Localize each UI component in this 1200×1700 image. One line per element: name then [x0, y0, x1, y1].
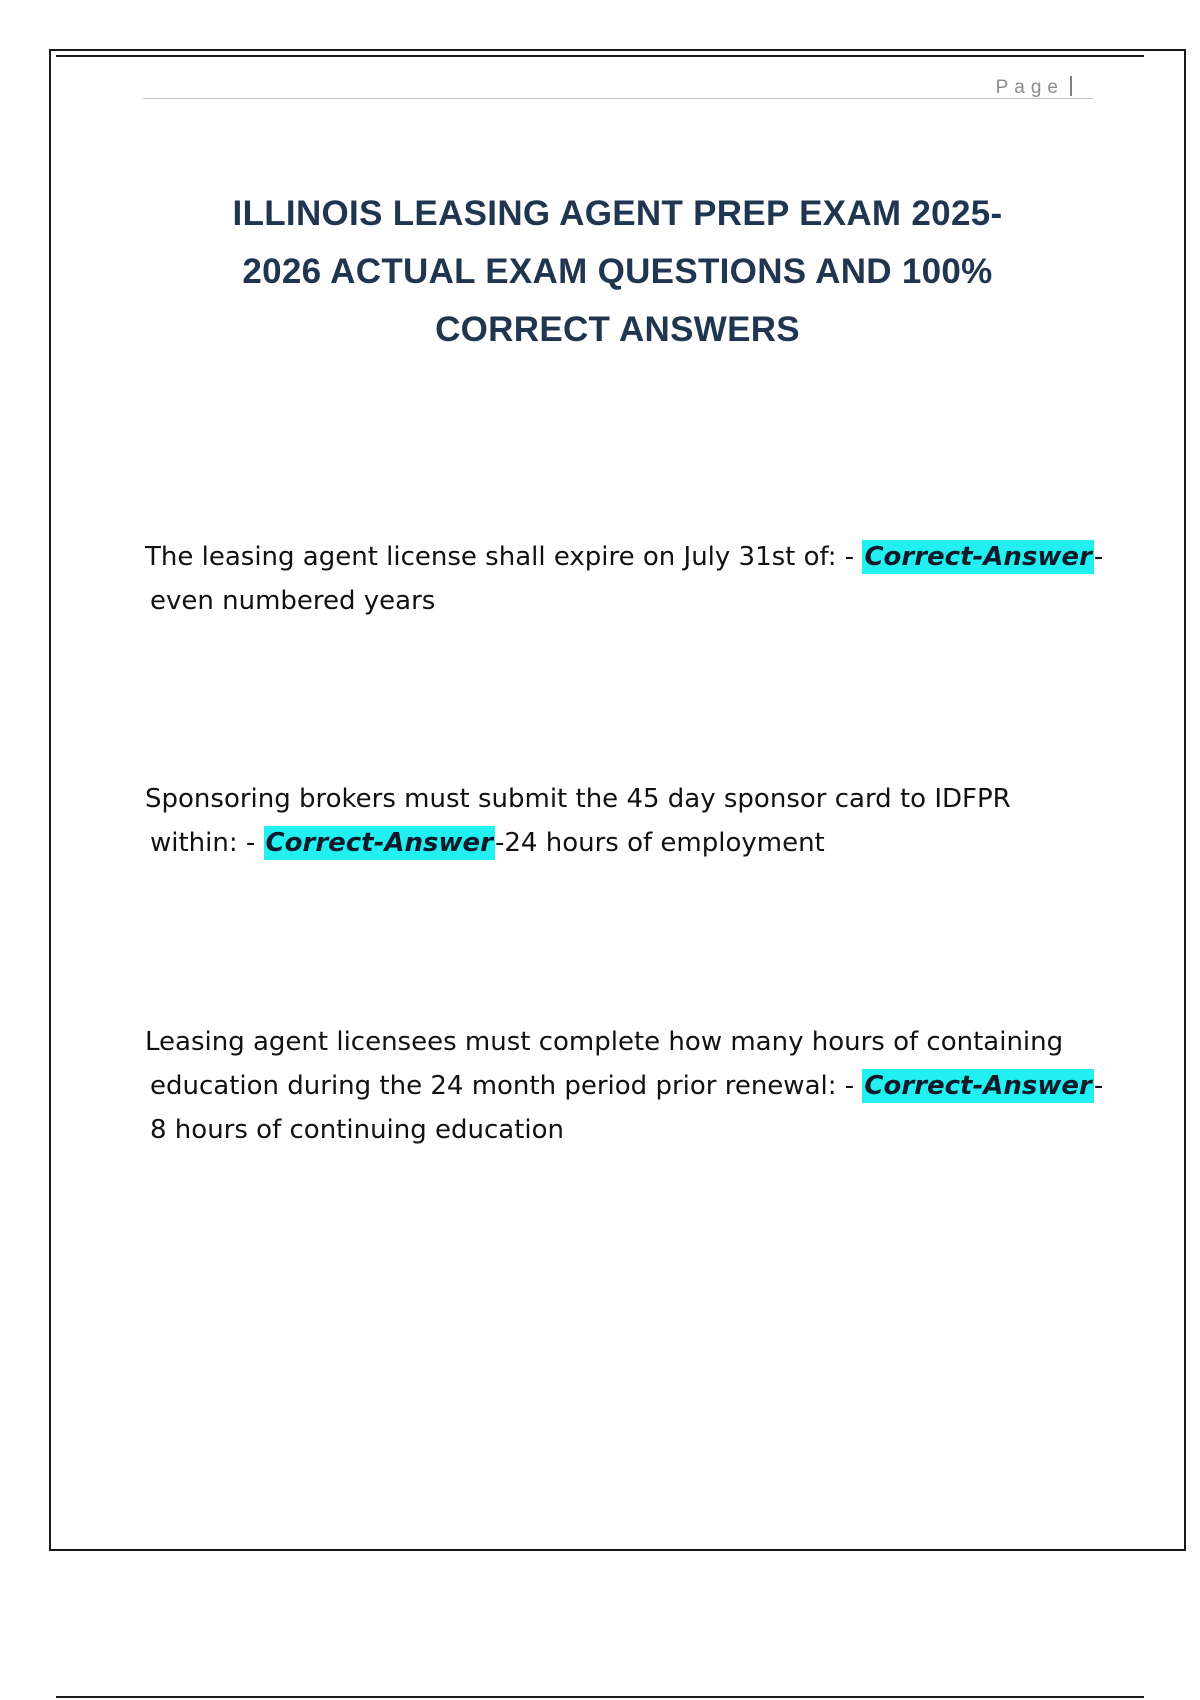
page-label-text: Page [995, 77, 1064, 98]
correct-answer-tag: Correct-Answer [864, 542, 1092, 572]
top-rule [56, 55, 1144, 57]
page-number-label [996, 76, 1072, 99]
header-line [143, 98, 1093, 99]
page-separator [1070, 76, 1072, 96]
question-text-cont: education during the 24 month period prior renewal: - [150, 1071, 863, 1101]
question-text: The leasing agent license shall expire on July 31st of: - [145, 542, 863, 572]
title-line-3: CORRECT ANSWERS [435, 310, 800, 349]
bottom-rule [56, 1696, 1144, 1698]
answer-text: -24 hours of employment [494, 828, 825, 858]
question-text-cont: within: - [150, 828, 264, 858]
title-line-1: ILLINOIS LEASING AGENT PREP EXAM 2025- [232, 194, 1003, 233]
question-text: Leasing agent licensees must complete how many hours of containing [145, 1027, 1064, 1057]
answer-text: even numbered years [150, 586, 436, 616]
document-title [150, 185, 1085, 359]
question-block [145, 1020, 1105, 1152]
correct-answer-tag: Correct-Answer [864, 1071, 1092, 1101]
answer-separator: - [1093, 1071, 1104, 1101]
answer-separator: - [1093, 542, 1104, 572]
correct-answer-tag: Correct-Answer [265, 828, 493, 858]
question-answer-line [145, 1064, 1105, 1108]
question-text: Sponsoring brokers must submit the 45 day sponsor card to IDFPR [145, 784, 1011, 814]
question-block [145, 777, 1105, 865]
question-block [145, 535, 1105, 623]
title-line-2: 2026 ACTUAL EXAM QUESTIONS AND 100% [242, 252, 993, 291]
answer-text: 8 hours of continuing education [150, 1115, 565, 1145]
question-answer-line [145, 821, 1105, 865]
